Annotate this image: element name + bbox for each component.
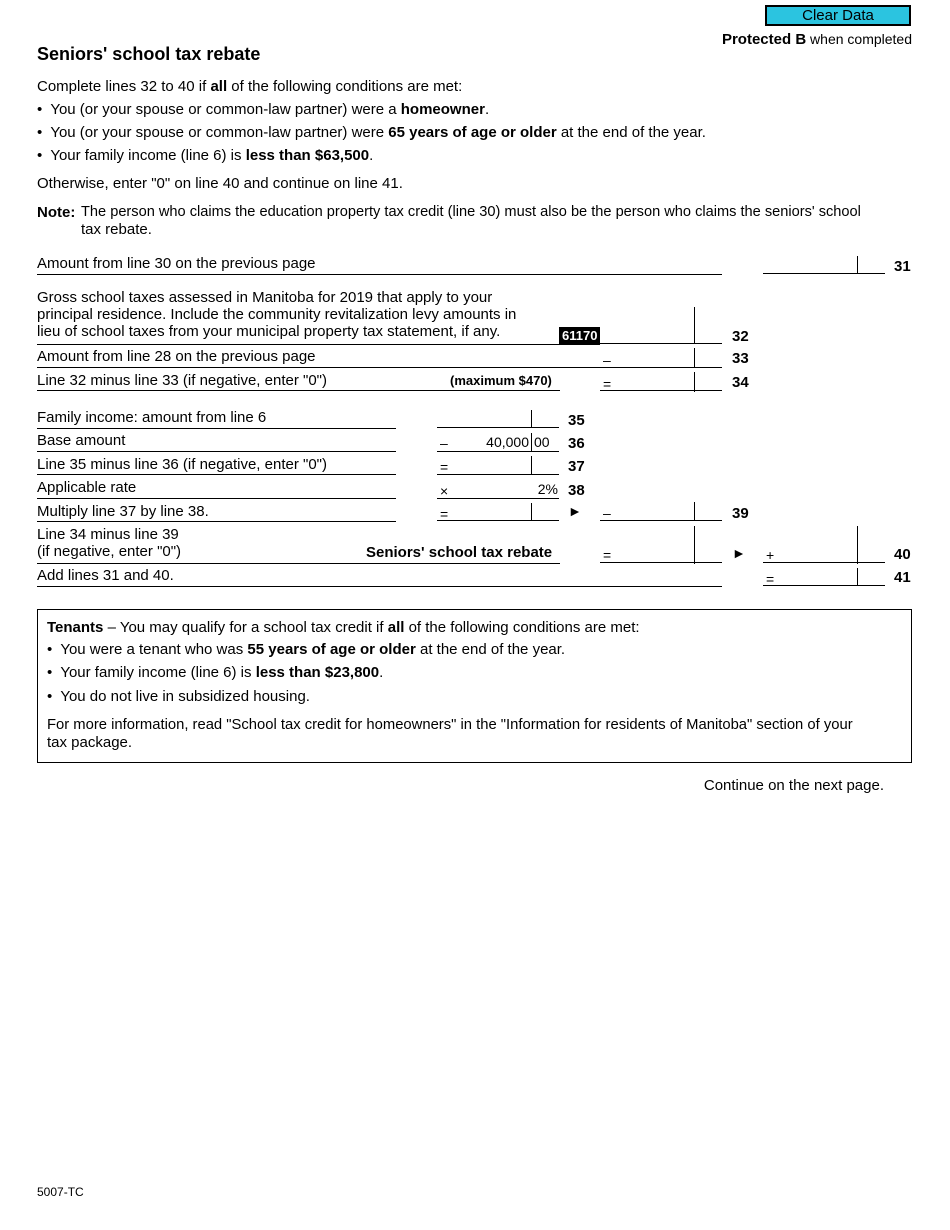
tenants-intro — [47, 619, 640, 636]
cents-divider — [531, 410, 532, 428]
line-31-input[interactable] — [763, 257, 885, 273]
tenants-title: Tenants — [47, 619, 104, 636]
line-32-code: 61170 — [559, 327, 600, 344]
line-39-input-a[interactable] — [437, 504, 559, 520]
tenant-condition-item: • You were a tenant who was 55 years of age or older at the end of the year. — [47, 641, 566, 658]
tenants-intro-bold: all — [387, 619, 405, 636]
line-40-field-b[interactable] — [763, 546, 885, 563]
line-34-input[interactable] — [600, 374, 722, 390]
intro-text — [37, 78, 462, 95]
cents-divider — [857, 526, 858, 564]
line-39-operator-2: – — [603, 505, 611, 521]
cents-divider — [857, 568, 858, 586]
line-32-label-3: lieu of school taxes from your municipal property tax statement, if any. — [37, 323, 501, 340]
cents-divider — [694, 372, 695, 392]
line-37-number: 37 — [568, 458, 585, 475]
tenant-condition-post: at the end of the year. — [415, 641, 566, 658]
continue-note: Continue on the next page. — [703, 777, 884, 794]
line-38-label: Applicable rate — [37, 479, 137, 496]
line-32-rule — [37, 344, 600, 345]
cents-divider — [531, 456, 532, 474]
line-33-input[interactable] — [600, 351, 722, 367]
line-40-label-1: Line 34 minus line 39 — [37, 526, 179, 543]
condition-post: . — [369, 147, 374, 164]
protected-b-rest: when completed — [806, 31, 912, 47]
line-39-rule — [37, 521, 396, 522]
tenants-intro-post: of the following conditions are met: — [404, 619, 640, 636]
line-40-field-a[interactable] — [600, 546, 722, 563]
intro-post: of the following conditions are met: — [227, 78, 463, 95]
line-39-arrow-icon: ► — [568, 503, 582, 519]
tenants-intro-mid: – You may qualify for a school tax credit if — [103, 619, 388, 636]
line-40-arrow-icon: ► — [732, 545, 746, 561]
line-34-maximum: (maximum $470) — [450, 373, 552, 388]
condition-item: • Your family income (line 6) is less than $63,500. — [37, 147, 374, 164]
line-34-operator: = — [603, 376, 612, 392]
line-39-label: Multiply line 37 by line 38. — [37, 503, 209, 520]
line-40-operator-2: + — [766, 547, 775, 563]
line-39-field-b[interactable] — [600, 504, 722, 521]
condition-item: • You (or your spouse or common-law partner) were 65 years of age or older at the end of the year. — [37, 124, 706, 141]
line-41-label: Add lines 31 and 40. — [37, 567, 174, 584]
line-38-rule — [37, 498, 396, 499]
condition-pre: Your family income (line 6) is — [50, 147, 246, 164]
condition-post: . — [484, 101, 490, 118]
line-35-input[interactable] — [437, 411, 559, 427]
tenants-more-info-line1: For more information, read "School tax credit for homeowners" in the "Information for residents of Manitoba" section of your — [47, 717, 853, 733]
line-40-input-b[interactable] — [763, 546, 885, 562]
line-41-number: 41 — [894, 569, 911, 586]
line-39-input-b[interactable] — [600, 504, 722, 520]
protected-b-label — [722, 31, 912, 48]
condition-bold: homeowner — [400, 101, 485, 118]
line-36-field-rule — [437, 451, 559, 452]
line-40-label-2: (if negative, enter "0") — [37, 543, 182, 560]
line-32-number: 32 — [732, 328, 749, 345]
line-37-input[interactable] — [437, 458, 559, 474]
line-39-number: 39 — [732, 505, 749, 522]
line-34-label: Line 32 minus line 33 (if negative, enter "0") — [37, 372, 327, 389]
line-41-field[interactable] — [763, 569, 885, 586]
line-34-rule — [37, 390, 560, 391]
line-34-number: 34 — [732, 374, 749, 391]
line-32-label-2: principal residence. Include the community revitalization levy amounts in — [37, 306, 517, 323]
form-code: 5007-TC — [37, 1185, 84, 1199]
tenant-condition-pre: You were a tenant who was — [60, 641, 248, 658]
cents-divider — [857, 256, 858, 274]
line-39-operator: = — [440, 506, 449, 522]
tenant-condition-pre: You do not live in subsidized housing. — [60, 688, 310, 705]
tenant-condition-item: • You do not live in subsidized housing. — [47, 688, 310, 705]
line-36-value-dollars: 40,000 — [486, 434, 529, 450]
line-40-operator: = — [603, 547, 612, 563]
cents-divider — [694, 348, 695, 368]
line-31-field[interactable] — [763, 257, 885, 274]
line-33-number: 33 — [732, 350, 749, 367]
cents-divider — [531, 433, 532, 451]
line-35-field[interactable] — [437, 411, 559, 428]
line-33-rule — [37, 367, 600, 368]
line-34-field[interactable] — [600, 374, 722, 391]
line-31-rule — [37, 274, 722, 275]
cents-divider — [694, 502, 695, 521]
protected-b-bold: Protected B — [721, 31, 807, 48]
note-text-line2: tax rebate. — [81, 221, 152, 238]
line-38-operator: × — [440, 483, 449, 499]
line-36-operator: – — [440, 435, 448, 451]
cents-divider — [694, 307, 695, 344]
cents-divider — [694, 526, 695, 564]
line-33-operator: – — [603, 352, 611, 368]
intro-pre: Complete lines 32 to 40 if — [37, 78, 211, 95]
line-35-rule — [37, 428, 396, 429]
line-36-label: Base amount — [37, 432, 126, 449]
line-41-operator: = — [766, 571, 775, 587]
line-38-field-rule — [437, 498, 559, 499]
tenant-condition-pre: Your family income (line 6) is — [60, 664, 256, 681]
otherwise-text: Otherwise, enter "0" on line 40 and continue on line 41. — [37, 175, 403, 192]
line-33-field[interactable] — [600, 351, 722, 368]
condition-bold: 65 years of age or older — [388, 124, 557, 141]
tenant-condition-post: . — [379, 664, 384, 681]
condition-bold: less than $63,500 — [245, 147, 370, 164]
line-32-field[interactable] — [600, 327, 722, 344]
line-37-operator: = — [440, 459, 449, 475]
line-40-rebate-label: Seniors' school tax rebate — [366, 544, 553, 561]
line-41-input[interactable] — [763, 569, 885, 585]
line-38-number: 38 — [568, 482, 585, 499]
line-37-rule — [37, 474, 396, 475]
line-33-label: Amount from line 28 on the previous page — [37, 348, 316, 365]
line-31-number: 31 — [894, 258, 911, 275]
line-41-rule — [37, 586, 722, 587]
line-35-label: Family income: amount from line 6 — [37, 409, 267, 426]
section-title: Seniors' school tax rebate — [37, 44, 261, 64]
line-38-value: 2% — [537, 481, 558, 497]
tenant-condition-bold: 55 years of age or older — [247, 641, 416, 658]
condition-pre: You (or your spouse or common-law partner) were — [50, 124, 389, 141]
line-37-label: Line 35 minus line 36 (if negative, enter "0") — [37, 456, 327, 473]
line-36-number: 36 — [568, 435, 585, 452]
note-label: Note: — [37, 204, 76, 221]
line-35-number: 35 — [568, 412, 585, 429]
line-32-input[interactable] — [600, 327, 722, 343]
line-36-rule — [37, 451, 396, 452]
tenant-condition-bold: less than $23,800 — [255, 664, 380, 681]
clear-data-button[interactable]: Clear Data — [765, 5, 911, 26]
note-text-line1: The person who claims the education property tax credit (line 30) must also be the person who claims the seniors' school — [81, 204, 861, 220]
line-40-rule — [37, 563, 560, 564]
line-37-field[interactable] — [437, 458, 559, 475]
intro-bold: all — [210, 78, 228, 95]
line-36-value-cents: 00 — [534, 434, 550, 450]
line-39-field-a[interactable] — [437, 504, 559, 521]
tenant-condition-item: • Your family income (line 6) is less than $23,800. — [47, 664, 384, 681]
condition-item: • You (or your spouse or common-law partner) were a homeowner. — [37, 101, 490, 118]
condition-post: at the end of the year. — [556, 124, 706, 141]
line-31-label: Amount from line 30 on the previous page — [37, 255, 316, 272]
tenants-more-info-line2: tax package. — [47, 734, 133, 751]
line-40-input-a[interactable] — [600, 546, 722, 562]
cents-divider — [531, 503, 532, 521]
condition-pre: You (or your spouse or common-law partner) were a — [50, 101, 401, 118]
line-32-label-1: Gross school taxes assessed in Manitoba for 2019 that apply to your — [37, 289, 493, 306]
line-40-number: 40 — [894, 546, 911, 563]
